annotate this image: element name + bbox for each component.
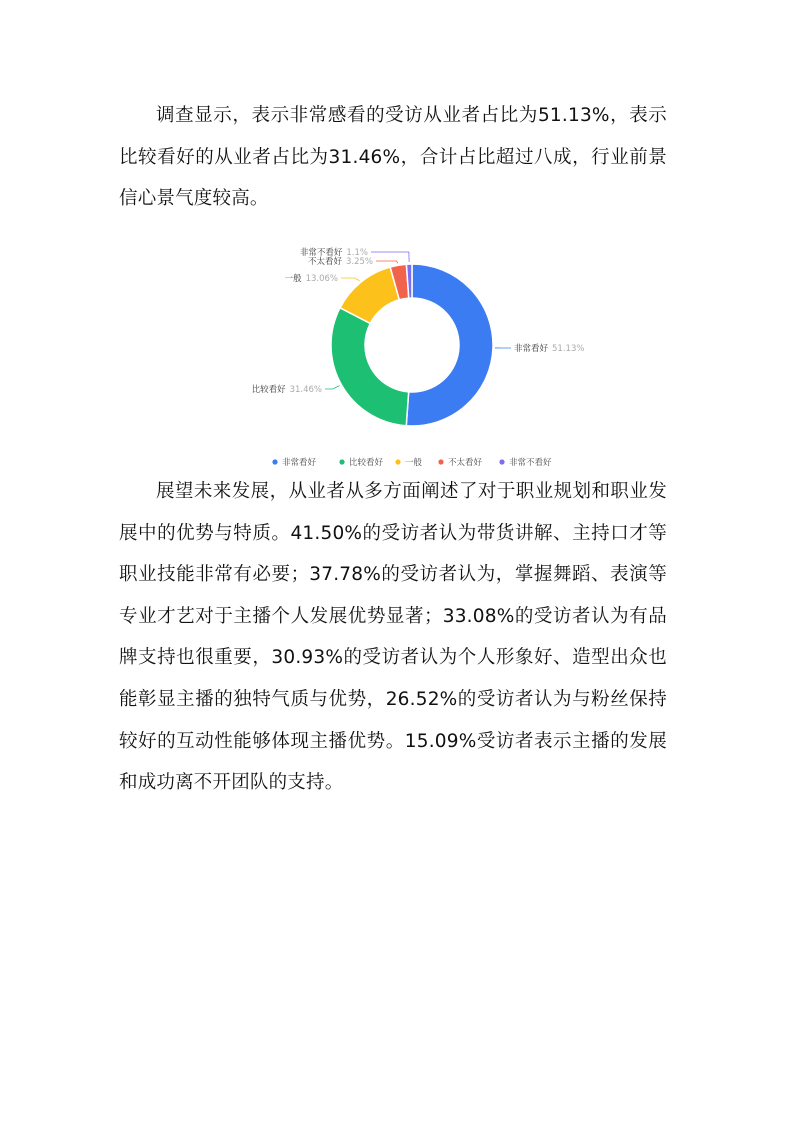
slice-label — [514, 343, 584, 354]
legend-label: 非常看好 — [282, 458, 317, 468]
legend-label: 一般 — [405, 458, 423, 468]
donut-slices — [331, 264, 493, 426]
donut-slice — [331, 308, 409, 426]
slice-label-category: 不太看好 — [307, 257, 342, 267]
intro-paragraph: 调查显示，表示非常感看的受访从业者占比为51.13%，表示比较看好的从业者占比为31.46%，合计占比超过八成，行业前景信心景气度较高。 — [119, 105, 667, 210]
legend-swatch — [339, 459, 344, 464]
slice-label-category: 一般 — [284, 274, 302, 284]
slice-label-value: 31.46% — [289, 385, 322, 395]
legend-swatch — [499, 459, 504, 464]
slice-label-category: 非常不看好 — [299, 248, 343, 258]
slice-label — [300, 247, 368, 258]
leader-line — [341, 278, 360, 281]
legend-swatch — [438, 459, 443, 464]
outlook-paragraph: 展望未来发展，从业者从多方面阐述了对于职业规划和职业发展中的优势与特质。41.50%的受访者认为带货讲解、主持口才等职业技能非常有必要；37.78%的受访者认为，掌握舞蹈、表演等专业才艺对于主播个人发展优势显著；33.08%的受访者认为有品牌支持也很重要，30.93%的受访者认为个人形象好、造型出众也能彰显主播的独特气质与优势，26.52%的受访者认为与粉丝保持较好的互动性能够体现主播优势。15.09%受访者表示主播的发展和成功离不开团队的支持。 — [119, 481, 667, 794]
legend-label: 比较看好 — [349, 458, 384, 468]
legend-swatch — [395, 459, 400, 464]
slice-label-value: 13.06% — [305, 274, 338, 284]
chart-legend — [272, 457, 552, 468]
leader-line — [325, 386, 340, 389]
leader-line — [371, 252, 409, 262]
survey-donut-chart — [240, 240, 585, 475]
slice-label-category: 非常看好 — [514, 344, 549, 354]
slice-label-value: 1.1% — [346, 248, 368, 258]
leader-line — [376, 261, 398, 263]
legend-label: 非常不看好 — [509, 458, 552, 468]
legend-swatch — [272, 459, 277, 464]
slice-label-value: 51.13% — [552, 344, 585, 354]
slice-label-value: 3.25% — [345, 257, 373, 267]
legend-label: 不太看好 — [448, 458, 483, 468]
slice-label-category: 比较看好 — [251, 385, 286, 395]
donut-slice — [406, 264, 493, 426]
slice-label — [285, 273, 338, 284]
slice-label — [252, 384, 322, 395]
